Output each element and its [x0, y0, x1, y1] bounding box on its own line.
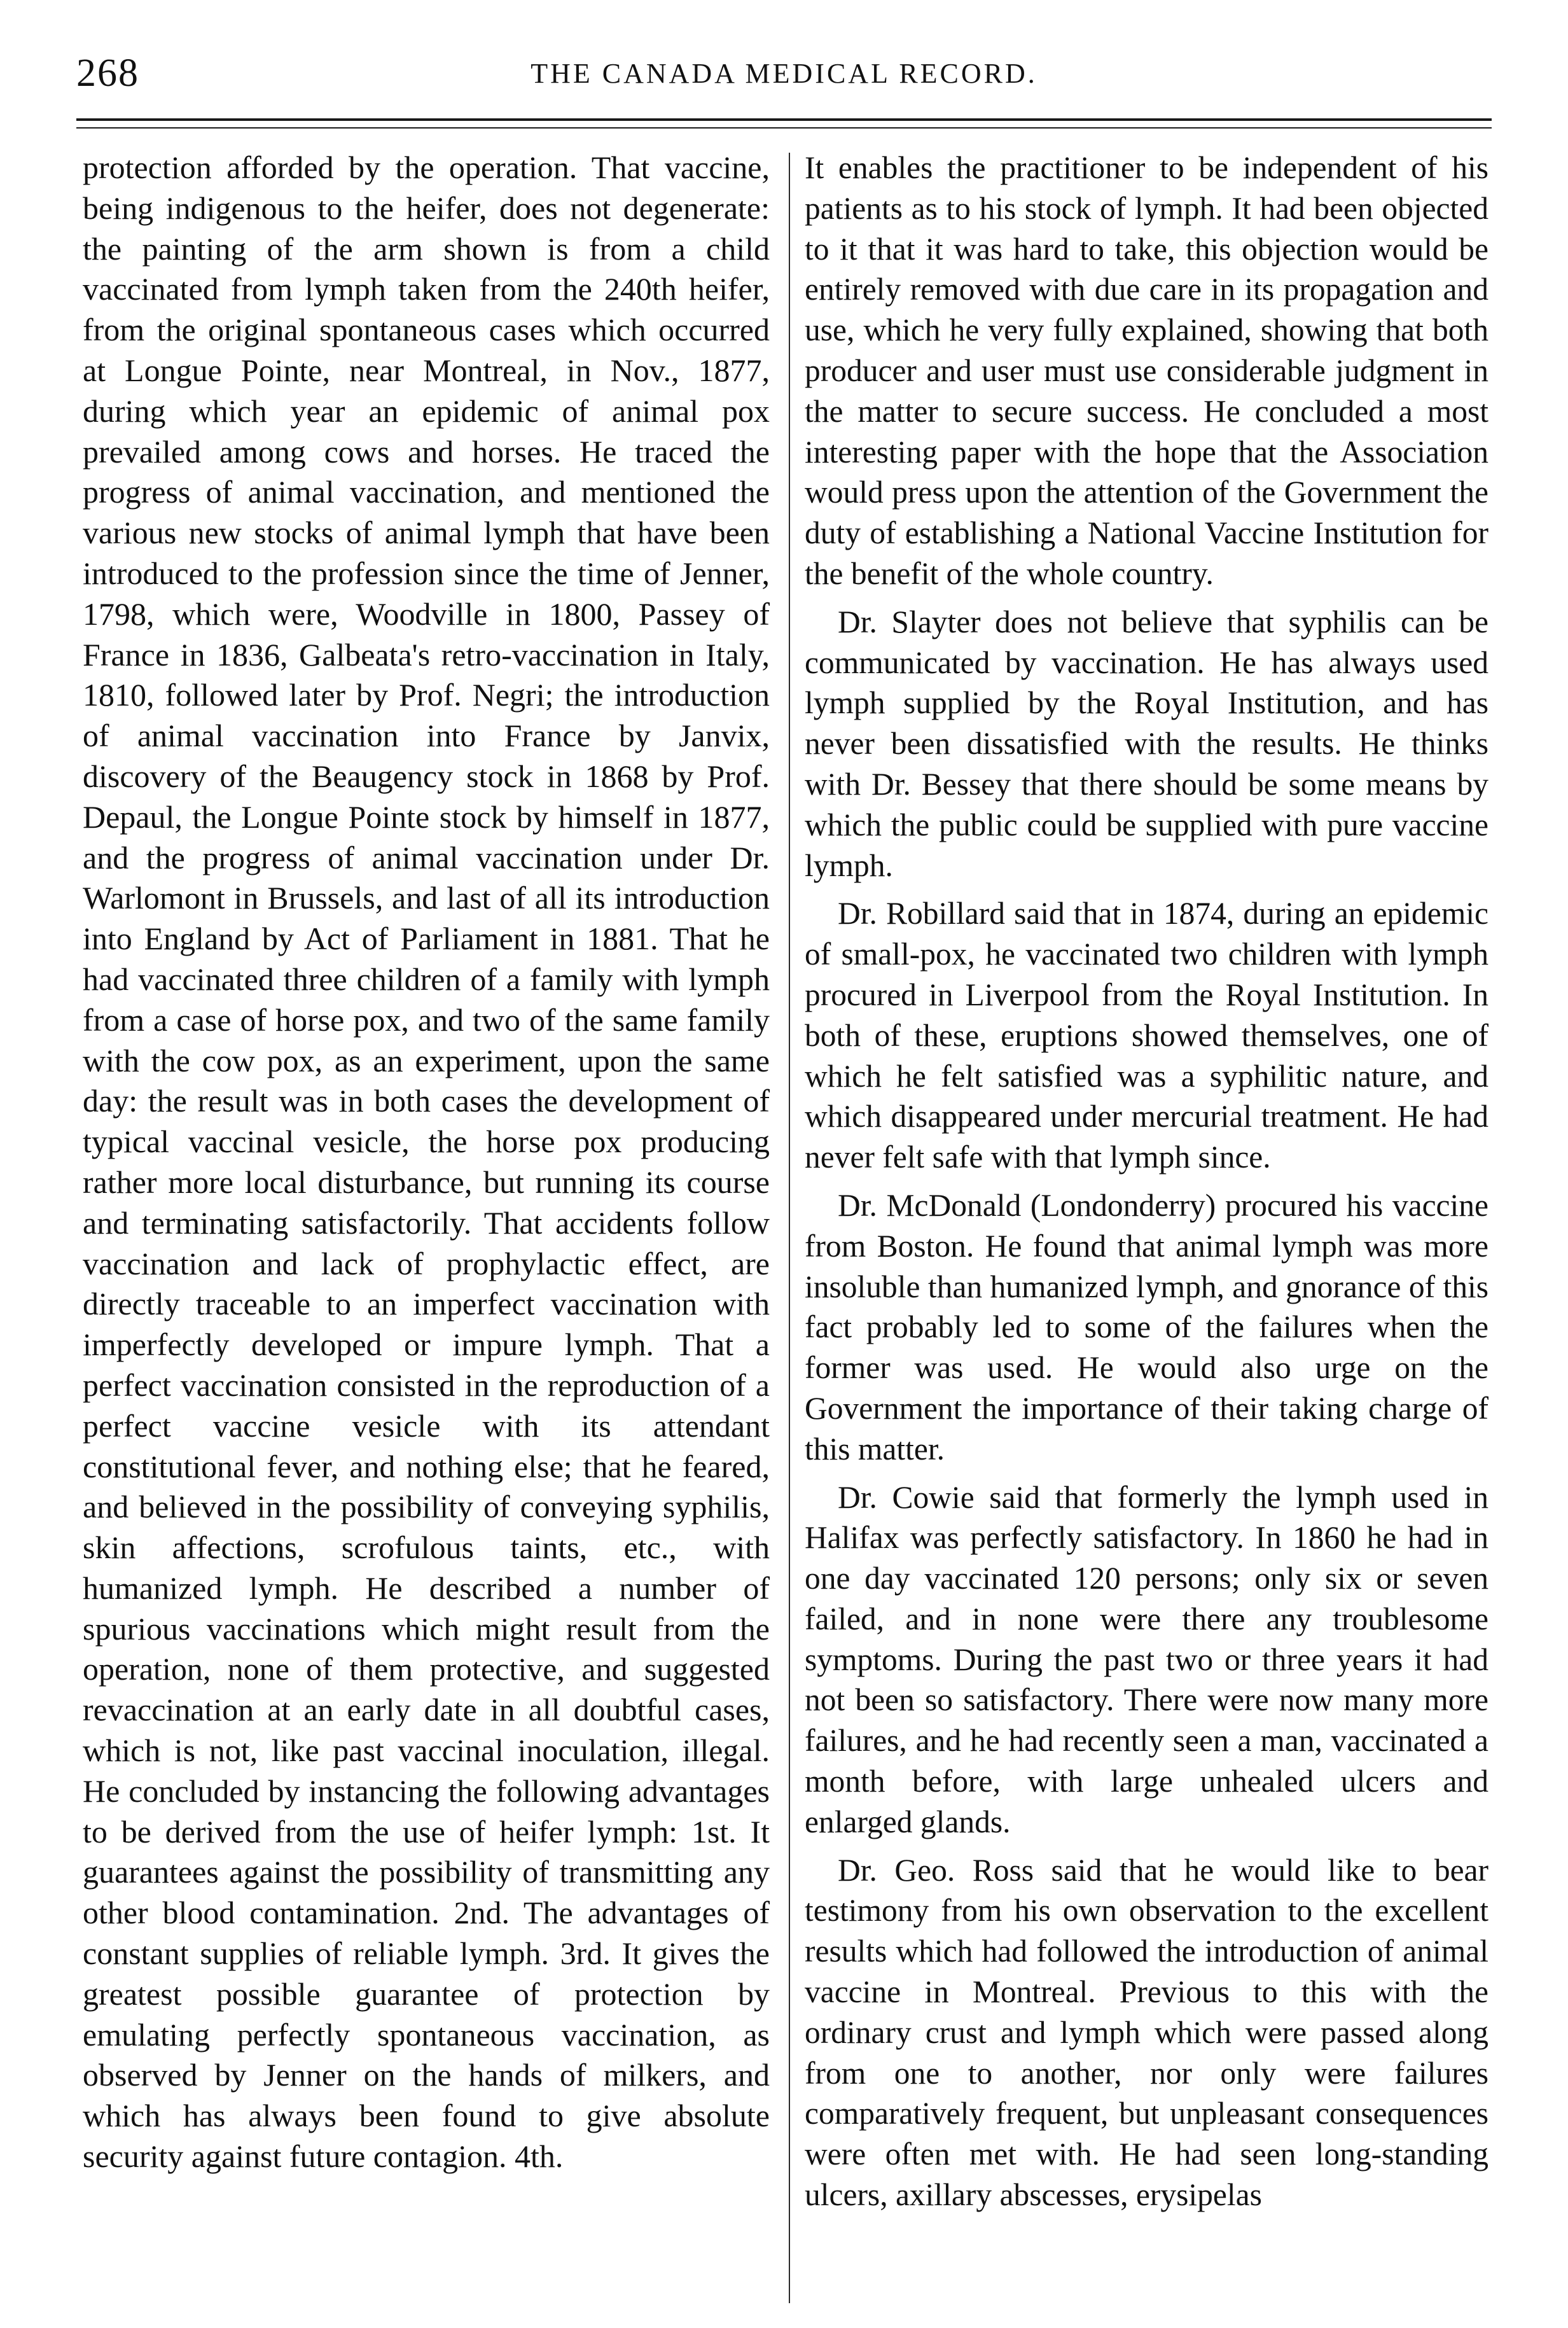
- right-column: [805, 148, 1488, 2215]
- right-paragraph-5: Dr. Cowie said that formerly the lymph used in Halifax was perfectly satisfactory. In 1860 he had in one day vaccinated 120 persons; only six or seven failed, and in none were there any troublesome symptoms. During the past two or three years it had not been so satisfactory. There were now many more failures, and he had recently seen a man, vaccinated a month before, with large unhealed ulcers and enlarged glands.: [805, 1479, 1488, 1839]
- page-header: [76, 45, 1492, 102]
- header-rule-thin: [76, 127, 1492, 129]
- left-paragraph-1: protection afforded by the operation. That vaccine, being indigenous to the heifer, does not degenerate: the painting of the arm shown is from a child vaccinated from lymph taken from the 240th heifer, from the original spontaneous cases which occurred at Longue Pointe, near Montreal, in Nov., 1877, during which year an epidemic of animal pox prevailed among cows and horses. He traced the progress of animal vaccination, and mentioned the various new stocks of animal lymph that have been introduced to the profession since the time of Jenner, 1798, which were, Woodville in 1800, Passey of France in 1836, Galbeata's retro-vaccination in Italy, 1810, followed later by Prof. Negri; the introduction of animal vaccination into France by Janvix, discovery of the Beaugency stock in 1868 by Prof. Depaul, the Longue Pointe stock by himself in 1877, and the progress of animal vaccination under Dr. Warlomont in Brussels, and last of all its introduction into England by Act of Parliament in 1881. That he had vaccinated three children of a family with lymph from a case of horse pox, and two of the same family with the cow pox, as an experiment, upon the same day: the result was in both cases the development of typical vaccinal vesicle, the horse pox producing rather more local disturbance, but running its course and terminating satisfactorily. That accidents follow vaccination and lack of prophylactic effect, are directly traceable to an imperfect vaccination with imperfectly developed or impure lymph. That a perfect vaccination consisted in the reproduction of a perfect vaccine vesicle with its attendant constitutional fever, and nothing else; that he feared, and believed in the possibility of conveying syphilis, skin affections, scrofulous taints, etc., with humanized lymph. He described a number of spurious vaccinations which might result from the operation, none of them protective, and suggested revaccination at an early date in all doubtful cases, which is not, like past vaccinal inoculation, illegal. He concluded by instancing the following advantages to be derived from the use of heifer lymph: 1st. It guarantees against the possibility of transmitting any other blood contamination. 2nd. The advantages of constant supplies of reliable lymph. 3rd. It gives the greatest possible guarantee of protection by emulating perfectly spontaneous vaccination, as observed by Jenner on the hands of milkers, and which has always been found to give absolute security against future contagion. 4th.: [83, 150, 770, 2175]
- right-paragraph-4: Dr. McDonald (Londonderry) procured his vaccine from Boston. He found that animal lymph was more insoluble than humanized lymph, and gnorance of this fact probably led to some of the failures when the former was used. He would also urge on the Government the importance of their taking charge of this matter.: [805, 1187, 1489, 1467]
- right-paragraph-3: Dr. Robillard said that in 1874, during an epidemic of small-pox, he vaccinated two children with lymph procured in Liverpool from the Royal Institution. In both of these, eruptions showed themselves, one of which he felt satisfied was a syphilitic nature, and which disappeared under mercurial treatment. He had never felt safe with that lymph since.: [805, 896, 1488, 1175]
- running-title: THE CANADA MEDICAL RECORD.: [531, 58, 1037, 89]
- page-number: 268: [76, 52, 139, 95]
- header-rule-thick: [76, 118, 1492, 121]
- right-paragraph-2: Dr. Slayter does not believe that syphilis can be communicated by vaccination. He has always used lymph supplied by the Royal Institution, and has never been dissatisfied with the results. He thinks with Dr. Bessey that there should be some means by which the public could be supplied with pure vaccine lymph.: [805, 604, 1488, 883]
- column-divider: [789, 153, 790, 2303]
- right-paragraph-6: Dr. Geo. Ross said that he would like to bear testimony from his own observation to the excellent results which had followed the introduction of animal vaccine in Montreal. Previous to this with the ordinary crust and lymph which were passed along from one to another, nor only were failures comparatively frequent, but unpleasant consequences were often met with. He had seen long-standing ulcers, axillary abscesses, erysipelas: [805, 1852, 1488, 2213]
- left-column: [83, 148, 770, 2177]
- text-columns: [76, 148, 1492, 2311]
- right-paragraph-1: It enables the practitioner to be independent of his patients as to his stock of lymph. It had been objected to it that it was hard to take, this objection would be entirely removed with due care in its propagation and use, which he very fully explained, showing that both producer and user must use considerable judgment in the matter to secure success. He concluded a most interesting paper with the hope that the Association would press upon the attention of the Government the duty of establishing a National Vaccine Institution for the benefit of the whole country.: [805, 150, 1488, 591]
